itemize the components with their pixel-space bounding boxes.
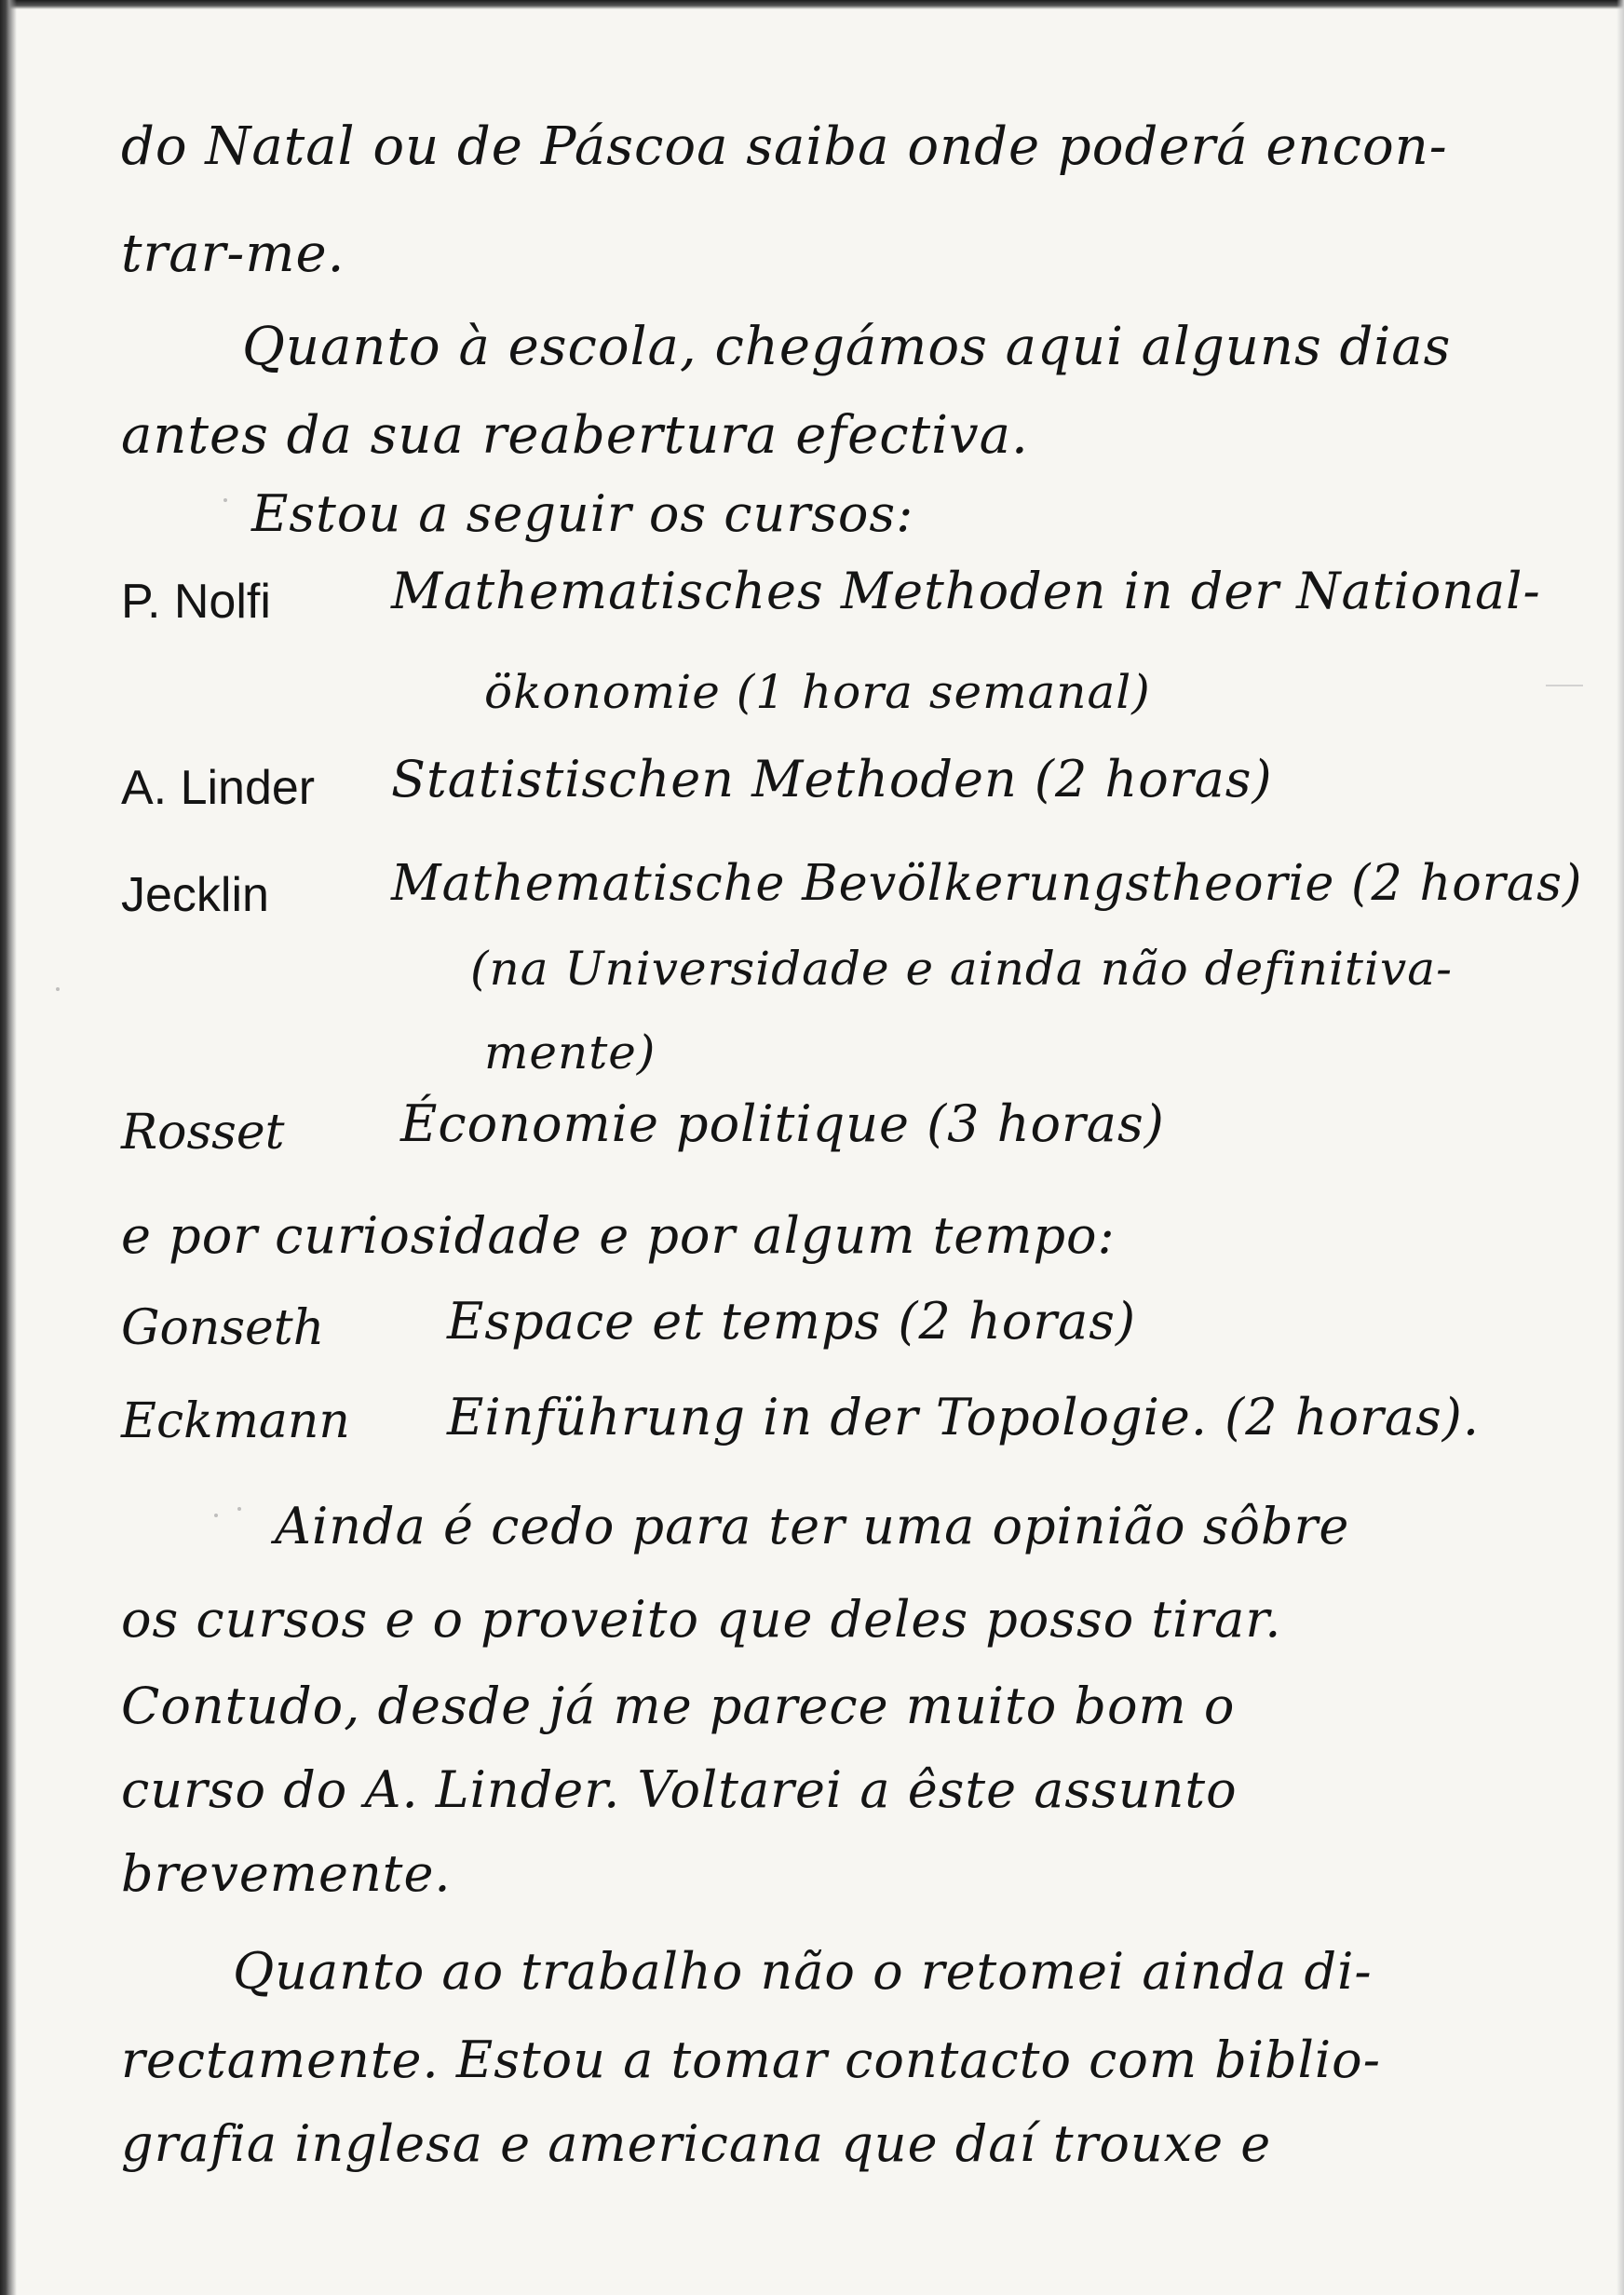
scan-speck bbox=[56, 987, 60, 991]
course-teacher: Eckmann bbox=[121, 1393, 350, 1449]
course-note: (na Universidade e ainda não definitiva- bbox=[470, 942, 1453, 996]
course-teacher: A. Linder bbox=[121, 761, 316, 815]
course-title: Espace et temps (2 horas) bbox=[447, 1292, 1137, 1351]
letter-line: brevemente. bbox=[121, 1844, 452, 1903]
course-title: Mathematische Bevölkerungstheorie (2 horas) bbox=[391, 855, 1583, 912]
course-teacher: P. Nolfi bbox=[121, 575, 271, 629]
course-teacher: Gonseth bbox=[121, 1300, 325, 1356]
letter-line: e por curiosidade e por algum tempo: bbox=[121, 1206, 1116, 1265]
scan-speck bbox=[237, 1507, 241, 1511]
course-title: Économie politique (3 horas) bbox=[400, 1094, 1165, 1153]
course-title: Mathematisches Methoden in der National- bbox=[391, 562, 1541, 620]
letter-line: do Natal ou de Páscoa saiba onde poderá encon- bbox=[121, 116, 1448, 177]
letter-line: Ainda é cedo para ter uma opinião sôbre bbox=[275, 1497, 1350, 1555]
course-title: Einführung in der Topologie. (2 horas). bbox=[447, 1388, 1480, 1446]
letter-line: os cursos e o proveito que deles posso tirar. bbox=[121, 1590, 1282, 1649]
course-teacher: Rosset bbox=[121, 1105, 285, 1161]
course-title-continued: ökonomie (1 hora semanal) bbox=[484, 665, 1151, 719]
letter-line: Contudo, desde já me parece muito bom o bbox=[121, 1677, 1236, 1735]
scan-speck bbox=[1546, 685, 1583, 686]
scan-speck bbox=[223, 498, 227, 502]
course-note-continued: mente) bbox=[484, 1025, 656, 1080]
letter-line: Quanto à escola, chegámos aqui alguns dias bbox=[242, 317, 1452, 377]
letter-line: antes da sua reabertura efectiva. bbox=[121, 405, 1029, 466]
letter-line: rectamente. Estou a tomar contacto com biblio- bbox=[121, 2030, 1381, 2089]
letter-line: curso do A. Linder. Voltarei a êste assunto bbox=[121, 1760, 1238, 1819]
letter-line: Estou a seguir os cursos: bbox=[251, 484, 914, 543]
letter-line: Quanto ao trabalho não o retomei ainda di- bbox=[233, 1942, 1373, 2001]
scan-speck bbox=[214, 1514, 218, 1517]
letter-line: trar-me. bbox=[121, 224, 345, 284]
course-teacher: Jecklin bbox=[121, 868, 269, 922]
letter-line: grafia inglesa e americana que daí trouxe e bbox=[121, 2114, 1272, 2173]
course-title: Statistischen Methoden (2 horas) bbox=[391, 750, 1273, 808]
